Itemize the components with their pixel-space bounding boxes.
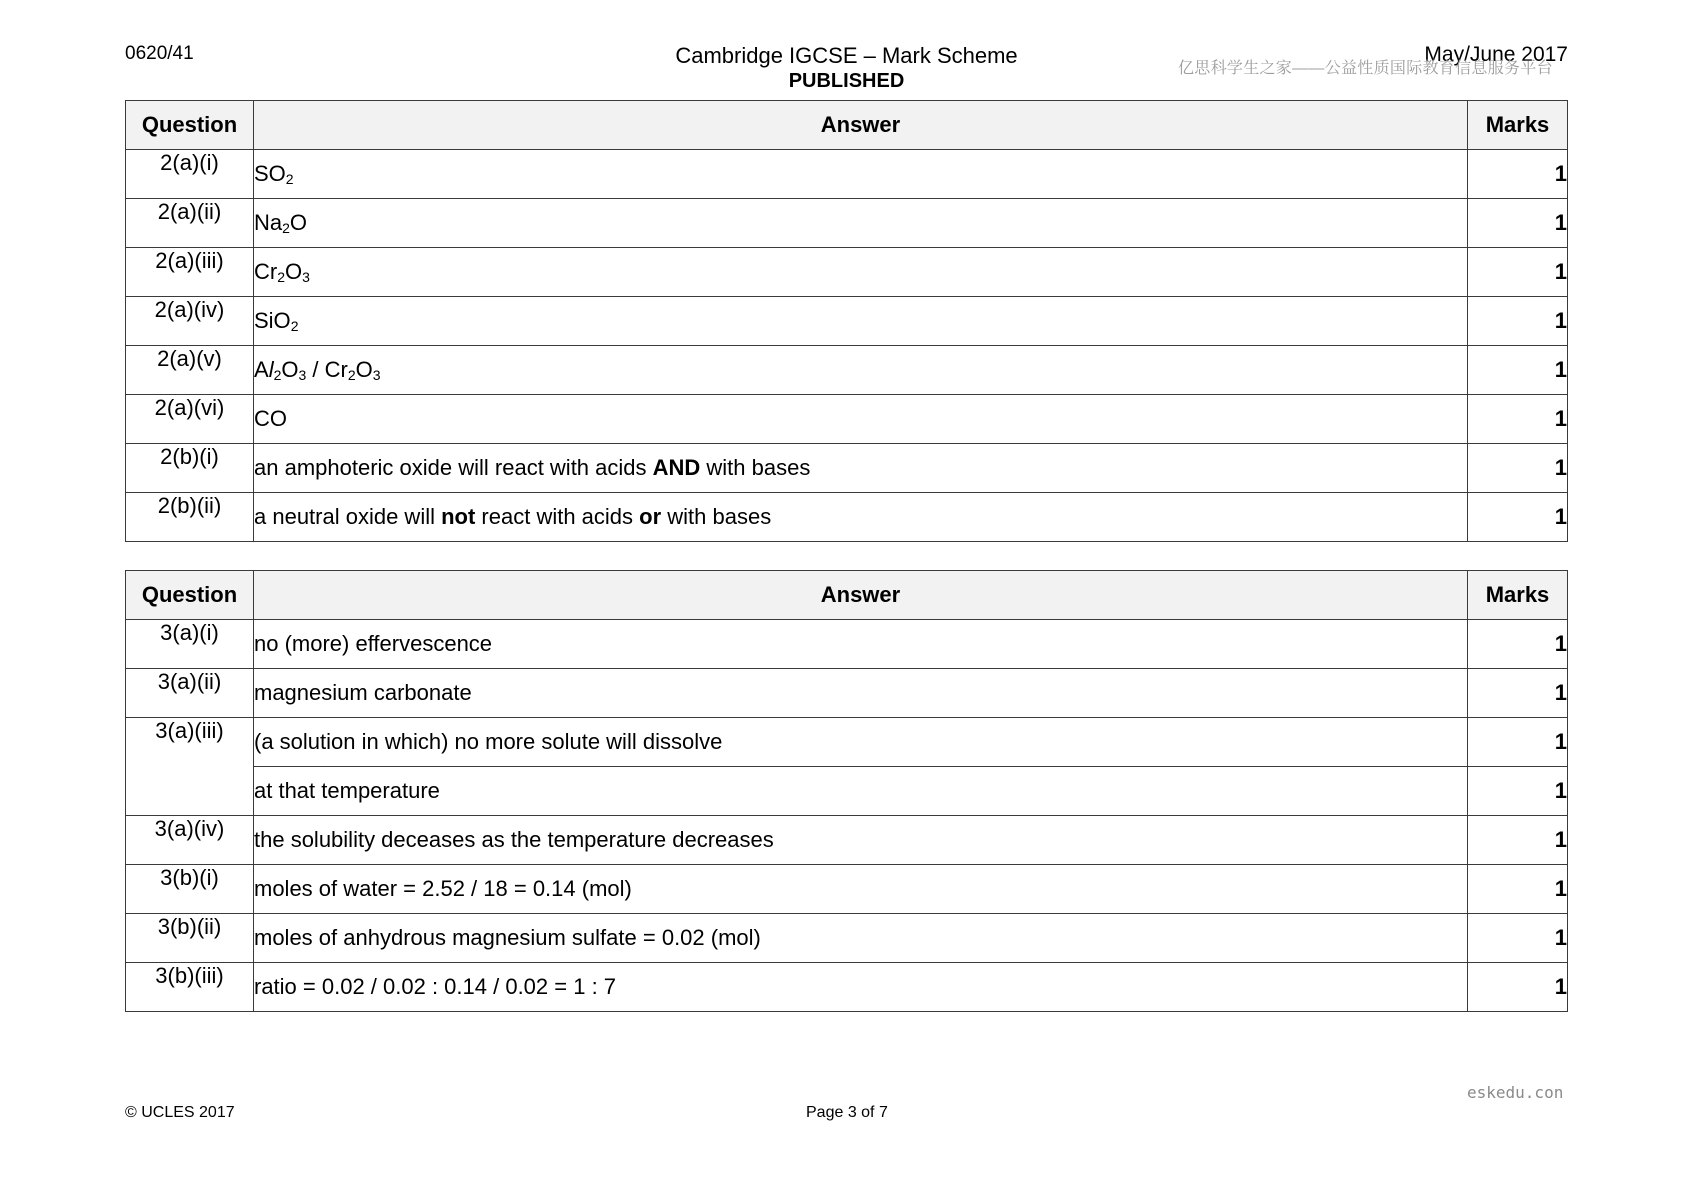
mark-value: 1 <box>1468 767 1568 816</box>
mark-value: 1 <box>1468 865 1568 914</box>
mark-value: 1 <box>1468 493 1568 542</box>
mark-scheme-table-q2 <box>125 100 1568 542</box>
table-row <box>126 395 1568 444</box>
answer-cell: (a solution in which) no more solute will dissolve <box>254 718 1468 767</box>
table-row <box>126 199 1568 248</box>
mark-value: 1 <box>1468 297 1568 346</box>
question-number: 3(a)(iv) <box>126 816 254 865</box>
watermark-text: 亿思科学生之家——公益性质国际教育信息服务平台 <box>1178 60 1553 77</box>
mark-value: 1 <box>1468 620 1568 669</box>
mark-value: 1 <box>1468 816 1568 865</box>
answer-cell: no (more) effervescence <box>254 620 1468 669</box>
table-row <box>126 963 1568 1012</box>
document-title: Cambridge IGCSE – Mark Scheme <box>675 43 1018 68</box>
question-number: 2(a)(iii) <box>126 248 254 297</box>
answer-cell: an amphoteric oxide will react with acids AND with bases <box>254 444 1468 493</box>
answer-cell: $Al_2O_3 / Cr_2O_3$ <box>254 346 1468 395</box>
header-answer: Answer <box>254 101 1468 150</box>
mark-value: 1 <box>1468 395 1568 444</box>
mark-scheme-table-q3 <box>125 570 1568 1012</box>
table-row <box>126 816 1568 865</box>
header-question: Question <box>126 571 254 620</box>
question-number: 3(a)(ii) <box>126 669 254 718</box>
question-number: 2(a)(iv) <box>126 297 254 346</box>
question-number: 2(a)(vi) <box>126 395 254 444</box>
table-row <box>126 767 1568 816</box>
answer-cell: moles of water = 2.52 / 18 = 0.14 (mol) <box>254 865 1468 914</box>
question-number: 2(b)(i) <box>126 444 254 493</box>
mark-value: 1 <box>1468 963 1568 1012</box>
table-row <box>126 865 1568 914</box>
watermark-site-text: eskedu.con <box>1467 1083 1564 1102</box>
table-row <box>126 620 1568 669</box>
answer-cell: $SO_2$ <box>254 150 1468 199</box>
answer-cell: at that temperature <box>254 767 1468 816</box>
header-marks: Marks <box>1468 571 1568 620</box>
question-number: 2(a)(v) <box>126 346 254 395</box>
question-number: 2(a)(ii) <box>126 199 254 248</box>
footer-copyright: © UCLES 2017 <box>125 1104 235 1121</box>
mark-value: 1 <box>1468 669 1568 718</box>
table-header-row <box>126 101 1568 150</box>
question-number: 3(b)(iii) <box>126 963 254 1012</box>
answer-cell: CO <box>254 395 1468 444</box>
question-number: 2(b)(ii) <box>126 493 254 542</box>
mark-value: 1 <box>1468 150 1568 199</box>
mark-value: 1 <box>1468 718 1568 767</box>
question-number: 2(a)(i) <box>126 150 254 199</box>
question-number: 3(a)(iii) <box>126 718 254 816</box>
mark-value: 1 <box>1468 914 1568 963</box>
answer-cell: magnesium carbonate <box>254 669 1468 718</box>
exam-session: May/June 2017 <box>1424 43 1568 66</box>
table-row <box>126 297 1568 346</box>
mark-value: 1 <box>1468 346 1568 395</box>
header-answer: Answer <box>254 571 1468 620</box>
mark-value: 1 <box>1468 444 1568 493</box>
table-row <box>126 669 1568 718</box>
answer-cell: a neutral oxide will not react with acids or with bases <box>254 493 1468 542</box>
document-status: PUBLISHED <box>788 70 905 92</box>
table-row <box>126 346 1568 395</box>
answer-cell: $Na_2O$ <box>254 199 1468 248</box>
table-row <box>126 718 1568 767</box>
header-center <box>600 43 1093 93</box>
answer-cell: SiO$_2$ <box>254 297 1468 346</box>
answer-cell: ratio = 0.02 / 0.02 : 0.14 / 0.02 = 1 : 7 <box>254 963 1468 1012</box>
answer-cell: $Cr_2O_3$ <box>254 248 1468 297</box>
question-number: 3(b)(ii) <box>126 914 254 963</box>
table-row <box>126 493 1568 542</box>
table-row <box>126 444 1568 493</box>
document-code: 0620/41 <box>125 43 194 64</box>
mark-value: 1 <box>1468 248 1568 297</box>
table-row <box>126 248 1568 297</box>
answer-cell: moles of anhydrous magnesium sulfate = 0.02 (mol) <box>254 914 1468 963</box>
footer-page-number: Page 3 of 7 <box>806 1104 888 1121</box>
header-question: Question <box>126 101 254 150</box>
mark-value: 1 <box>1468 199 1568 248</box>
table-row <box>126 150 1568 199</box>
table-header-row <box>126 571 1568 620</box>
table-row <box>126 914 1568 963</box>
question-number: 3(a)(i) <box>126 620 254 669</box>
header-marks: Marks <box>1468 101 1568 150</box>
answer-cell: the solubility deceases as the temperature decreases <box>254 816 1468 865</box>
question-number: 3(b)(i) <box>126 865 254 914</box>
